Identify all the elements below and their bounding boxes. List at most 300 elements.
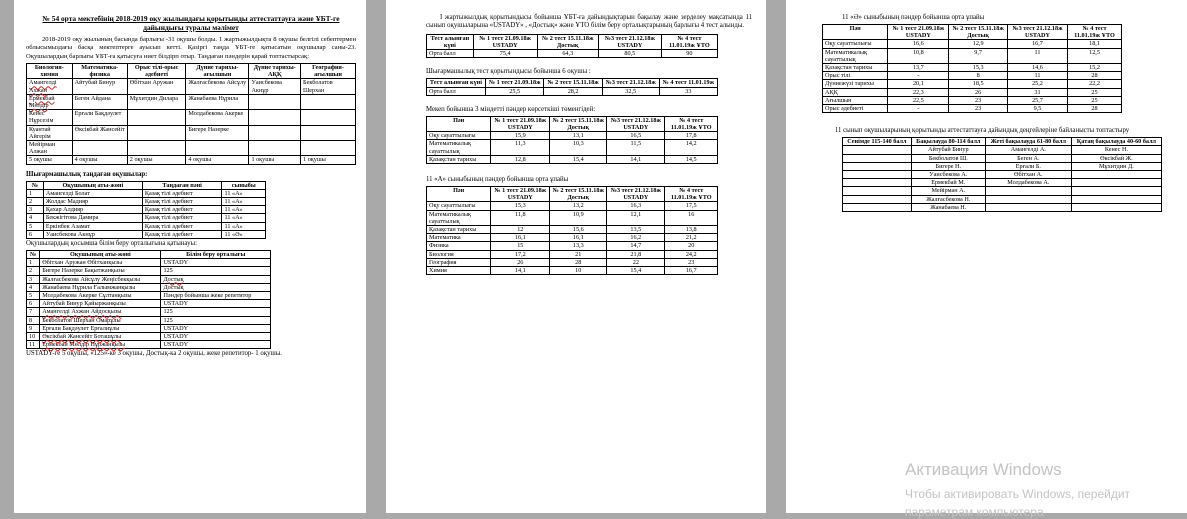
- table-cell: 9,7: [949, 48, 1008, 63]
- table-cell: [843, 146, 912, 154]
- table-cell: 12: [491, 226, 550, 234]
- column-header: № 1 тест 21.09.18ж USTADY: [888, 25, 949, 40]
- table-cell: [249, 110, 301, 125]
- table-row: [27, 300, 271, 308]
- table-cell: USTADY: [161, 332, 271, 340]
- table-cell: [1071, 203, 1161, 211]
- table-cell: 11 «А»: [222, 214, 266, 222]
- table-cell: Бекжігітова Дамира: [43, 214, 142, 222]
- column-header: Пән: [427, 116, 491, 131]
- column-header: № 1 тест 21.09.18ж USTADY: [491, 187, 550, 202]
- table-row: [27, 222, 266, 230]
- table-cell: [843, 154, 912, 162]
- table-cell: 26: [491, 258, 550, 266]
- table-cell: 32,5: [602, 87, 659, 95]
- class-e-table: [822, 24, 1122, 113]
- table-row: [823, 72, 1122, 80]
- compulsory-heading: Мекеп бойынша 3 міндетті пәндер көрсеткіші төменгідей:: [426, 105, 596, 113]
- table-cell: 25: [1068, 96, 1122, 104]
- table-cell: Биология: [427, 250, 491, 258]
- table-cell: 15,9: [491, 132, 550, 140]
- column-header: Тест алынған күні: [427, 34, 474, 49]
- table-cell: Кенес Н.: [1071, 146, 1161, 154]
- column-header: № 1 тест 21.09.18ж USTADY: [491, 116, 550, 131]
- table-row: [823, 64, 1122, 72]
- table-cell: 7: [27, 308, 40, 316]
- table-row: [823, 40, 1122, 48]
- column-header: Орыс тілі-орыс әдебиеті: [127, 63, 186, 78]
- table-cell: 11: [1007, 72, 1067, 80]
- table-cell: 15: [491, 242, 550, 250]
- table-cell: 2: [27, 197, 44, 205]
- table-cell: 80,5: [598, 50, 661, 58]
- column-header: Биология-химия: [27, 63, 73, 78]
- column-header: № 2 тест 15.11.18ж: [544, 79, 602, 87]
- table-row: [27, 316, 271, 324]
- table-cell: Беген А.: [985, 154, 1071, 162]
- creative-tests-table: [426, 78, 718, 95]
- column-header: № 2 тест 15.11.18ж Достық: [949, 25, 1008, 40]
- table-cell: Бигерe Н.: [911, 162, 985, 170]
- table-row: [823, 105, 1122, 113]
- column-header: Дүние тарихы-АҚҚ: [249, 63, 301, 78]
- table-cell: 15,4: [607, 267, 665, 275]
- readiness-levels-table: [842, 137, 1162, 212]
- class-a-heading: 11 «А» сыныбының пәндер бойынша орта ұпайы: [426, 176, 569, 184]
- table-cell: 13,3: [550, 242, 607, 250]
- extra-heading: Оқушылардың қосымша білім беру орталығына қатынауы:: [26, 239, 197, 247]
- table-cell: 10,3: [550, 140, 607, 155]
- table-cell: Бекболатов Шерхан: [301, 79, 356, 94]
- table-cell: Қазақ тілі әдебиет: [142, 230, 222, 238]
- table-cell: Жалғасбекова Айсұлу: [186, 79, 249, 94]
- table-cell: Пәндер бойынша жеке репетитор: [161, 291, 271, 299]
- column-header: №: [27, 250, 40, 258]
- table-cell: [301, 110, 356, 125]
- table-cell: Мейірман Алжан: [27, 140, 73, 155]
- table-cell: 12,9: [949, 40, 1008, 48]
- table-row: [823, 88, 1122, 96]
- table-cell: Өбітхан Аружан: [127, 79, 186, 94]
- table-cell: Математикалық сауаттылық: [427, 210, 491, 225]
- table-cell: Мейірман А.: [911, 187, 985, 195]
- table-cell: 13,7: [888, 64, 949, 72]
- table-cell: 9: [27, 324, 40, 332]
- table-row: [427, 140, 718, 155]
- table-cell: 14,6: [1007, 64, 1067, 72]
- table-cell: Жанабаева Н.: [911, 203, 985, 211]
- table-cell: [1071, 179, 1161, 187]
- table-cell: 15,3: [949, 64, 1008, 72]
- table-row: [27, 189, 266, 197]
- table-cell: Қазақ тілі әдебиет: [142, 222, 222, 230]
- table-cell: USTADY: [161, 259, 271, 267]
- table-cell: 64,3: [537, 50, 598, 58]
- table-cell: Уаисбекова А.: [911, 171, 985, 179]
- table-cell: Айтубай Бинур: [72, 79, 127, 94]
- table-cell: 10,9: [550, 210, 607, 225]
- column-header: №: [27, 181, 44, 189]
- table-cell: 3: [27, 206, 44, 214]
- table-cell: 28: [1068, 72, 1122, 80]
- table-cell: Қазақ тілі әдебиет: [142, 197, 222, 205]
- table-cell: 23: [949, 96, 1008, 104]
- table-cell: [843, 187, 912, 195]
- column-header: № 2 тест 15.11.18ж Достық: [537, 34, 598, 49]
- table-cell: 10,8: [888, 48, 949, 63]
- table-row: [27, 308, 271, 316]
- column-header: № 4 тест 11.01.19ж ҰТО: [665, 116, 718, 131]
- table-cell: Достық: [161, 275, 271, 283]
- column-header: № 4 тест 11.01.19ж ҰТО: [665, 187, 718, 202]
- table-cell: Жалғасбекова Айсұлу Жеңісбекқызы: [40, 275, 161, 283]
- table-row: [27, 291, 271, 299]
- table-cell: 25,2: [1007, 80, 1067, 88]
- column-header: № 4 тест 11.01.19ж ҰТО: [1068, 25, 1122, 40]
- table-cell: 9,5: [1007, 105, 1067, 113]
- column-header: № 2 тест 15.11.18ж Достық: [550, 187, 607, 202]
- table-cell: 21: [550, 250, 607, 258]
- table-cell: Ерғали Бақдәулет Ерғалиұлы: [40, 324, 161, 332]
- table-cell: Айтубай Бинур Қайыржанқызы: [40, 300, 161, 308]
- levels-heading: 11 сынып оқушыларының қорытынды аттестаттауға дайындық деңгейлеріне байланысты топтастыру: [834, 127, 1130, 135]
- table-cell: [72, 140, 127, 155]
- table-cell: [843, 203, 912, 211]
- table-cell: Ерғали Бақдәулет: [72, 110, 127, 125]
- table-cell: [985, 187, 1071, 195]
- table-cell: 5: [27, 291, 40, 299]
- column-header: Математика-физика: [72, 63, 127, 78]
- table-cell: Қазақстан тарихы: [427, 226, 491, 234]
- table-cell: Куантай Айгерім: [27, 125, 73, 140]
- table-cell: 25: [1068, 88, 1122, 96]
- table-cell: 75,4: [473, 50, 537, 58]
- column-header: Дүние тарихы-ағылшын: [186, 63, 249, 78]
- table-row: [27, 94, 356, 109]
- table-cell: Қазақ тілі әдебиет: [142, 214, 222, 222]
- table-row: [27, 79, 356, 94]
- table-cell: Амангелді Ахжан Айдосқызы: [40, 308, 161, 316]
- table-cell: 11 «А»: [222, 206, 266, 214]
- table-cell: 14,2: [665, 140, 718, 155]
- table-cell: Ағылшын: [823, 96, 888, 104]
- table-row: [823, 48, 1122, 63]
- table-cell: 23: [949, 105, 1008, 113]
- table-cell: 125: [161, 316, 271, 324]
- page-title: № 54 орта мектебінің 2018-2019 оқу жылындағы қорытынды аттестаттауға және ҰБТ-ге дайындығы туралы мәлімет: [42, 14, 340, 32]
- table-cell: 6: [27, 230, 44, 238]
- table-row: [427, 226, 718, 234]
- table-cell: 11 «Ә»: [222, 230, 266, 238]
- document-page-2: [386, 0, 766, 513]
- table-cell: [843, 179, 912, 187]
- table-cell: USTADY: [161, 324, 271, 332]
- table-cell: 15,3: [491, 202, 550, 210]
- table-cell: 11,3: [491, 140, 550, 155]
- column-header: № 1 тест 21.09.18ж USTADY: [473, 34, 537, 49]
- table-cell: 5: [27, 222, 44, 230]
- column-header: Білім беру орталығы: [161, 250, 271, 258]
- table-cell: 20: [665, 242, 718, 250]
- column-header: География-ағылшын: [301, 63, 356, 78]
- table-cell: [1071, 195, 1161, 203]
- table-cell: Ермекбай Мөлдір Нұржанқызы: [40, 341, 161, 349]
- table-row: [427, 234, 718, 242]
- table-cell: 16,7: [665, 267, 718, 275]
- table-row: [27, 206, 266, 214]
- table-cell: 21,8: [607, 250, 665, 258]
- table-cell: 125: [161, 308, 271, 316]
- table-cell: Ерғали Б.: [985, 162, 1071, 170]
- table-cell: Молдабекова Акерке: [186, 110, 249, 125]
- table-row: [823, 96, 1122, 104]
- intro-paragraph: 2018-2019 оқу жылының басында барлығы -31 оқушы болды. 1 жартыжылдықта 8 оқушы белгілі себептермен облысымыздағы басқа мектептерге ауысып кетті. Қазіргі таңда ҰБТ-ге қатысатын оқушылар саны-23. Оқушылардың барлығы ҰБТ-ға қатысуға ниет білдірп отыр. Таңдаған пәндерін қарай топтастырсақ:: [26, 36, 356, 60]
- table-row: [427, 210, 718, 225]
- compulsory-subjects-table: [426, 116, 718, 164]
- table-cell: Қазақ тілі әдебиет: [142, 189, 222, 197]
- table-cell: [249, 125, 301, 140]
- table-cell: [301, 94, 356, 109]
- table-cell: 11 «А»: [222, 222, 266, 230]
- table-cell: Орта балл: [427, 87, 486, 95]
- table-cell: [186, 140, 249, 155]
- table-cell: Оқу сауаттылығы: [427, 132, 491, 140]
- table-row: [27, 125, 356, 140]
- table-row: [27, 156, 356, 164]
- table-cell: 4 оқушы: [186, 156, 249, 164]
- table-cell: 11,5: [607, 140, 665, 155]
- table-cell: 25,7: [1007, 96, 1067, 104]
- table-cell: Мұхитдин Дилара: [127, 94, 186, 109]
- table-row: [27, 267, 271, 275]
- column-header: сыныбы: [222, 181, 266, 189]
- table-cell: [843, 162, 912, 170]
- table-cell: 13,8: [665, 226, 718, 234]
- table-cell: -: [888, 72, 949, 80]
- column-header: Пән: [823, 25, 888, 40]
- subjects-table: [26, 63, 356, 165]
- table-cell: Амангелді Ахжан: [27, 79, 73, 94]
- windows-activation-text: Чтобы активировать Windows, перейдит: [905, 487, 1131, 501]
- table-cell: Кенес Нұрсезім: [27, 110, 73, 125]
- table-cell: АҚҚ: [823, 88, 888, 96]
- table-cell: Қазақ тілі әдебиет: [142, 206, 222, 214]
- table-cell: Бигерe Назерке Бақытжанқызы: [40, 267, 161, 275]
- table-row: [27, 341, 271, 349]
- class-a-table: [426, 186, 718, 275]
- table-cell: 125: [161, 267, 271, 275]
- column-header: № 4 тест 11.01.19ж ҰТО: [661, 34, 717, 49]
- table-cell: Бекболатов Ш.: [911, 154, 985, 162]
- table-cell: 11 «А»: [222, 197, 266, 205]
- table-cell: -: [888, 105, 949, 113]
- table-cell: [1071, 171, 1161, 179]
- table-cell: Қазақстан тарихы: [427, 155, 491, 163]
- table-cell: [1071, 187, 1161, 195]
- table-cell: Бекболатов Шерхан Омарұлы: [40, 316, 161, 324]
- table-cell: Уаисбекова Акнұр: [43, 230, 142, 238]
- table-cell: Ермекбай Мөлдір: [27, 94, 73, 109]
- table-cell: Қахар Алдияр: [43, 206, 142, 214]
- table-cell: 1 оқушы: [249, 156, 301, 164]
- table-cell: 28,2: [544, 87, 602, 95]
- table-cell: 12,1: [607, 210, 665, 225]
- table-cell: [301, 140, 356, 155]
- table-cell: 22,2: [1068, 80, 1122, 88]
- table-cell: Жолдас Мадияр: [43, 197, 142, 205]
- table-cell: [127, 140, 186, 155]
- table-cell: 4: [27, 214, 44, 222]
- table-cell: Өксікбай Жансейіт Боташұлы: [40, 332, 161, 340]
- table-cell: Уаисбекова Акнұр: [249, 79, 301, 94]
- table-cell: Жанабаева Нұрила: [186, 94, 249, 109]
- column-header: Бақылауда 80-114 балл: [911, 138, 985, 146]
- column-header: № 4 тест 11.01.19ж: [659, 79, 717, 87]
- table-cell: 16,5: [607, 132, 665, 140]
- table-cell: 16: [665, 210, 718, 225]
- column-header: Сенімде 115-140 балл: [843, 138, 912, 146]
- column-header: Қатаң бақылауда 40-60 балл: [1071, 138, 1161, 146]
- table-cell: 33: [659, 87, 717, 95]
- table-cell: [843, 195, 912, 203]
- table-cell: 8: [949, 72, 1008, 80]
- table-cell: 16,1: [550, 234, 607, 242]
- column-header: № 1 тест 21.09.18ж: [485, 79, 544, 87]
- table-row: [427, 202, 718, 210]
- table-cell: Дүниежүзі тарихы: [823, 80, 888, 88]
- table-row: [427, 258, 718, 266]
- table-cell: [249, 140, 301, 155]
- table-row: [27, 197, 266, 205]
- table-cell: Достық: [161, 283, 271, 291]
- table-cell: Бигерe Назерке: [186, 125, 249, 140]
- table-cell: 26: [949, 88, 1008, 96]
- table-cell: 11,8: [491, 210, 550, 225]
- table-cell: 11 «А»: [222, 189, 266, 197]
- table-cell: 22,5: [888, 96, 949, 104]
- column-header: №3 тест 21.12.18ж: [602, 79, 659, 87]
- table-row: [427, 242, 718, 250]
- table-cell: Амангелді Болат: [43, 189, 142, 197]
- table-row: [843, 203, 1162, 211]
- table-row: [27, 230, 266, 238]
- table-cell: 11: [27, 341, 40, 349]
- column-header: №3 тест 21.12.18ж USTADY: [1007, 25, 1067, 40]
- table-cell: 8: [27, 316, 40, 324]
- class-e-heading: 11 «Ә» сыныбының пәндер бойынша орта ұпайы: [842, 14, 985, 21]
- table-row: [843, 187, 1162, 195]
- document-page-1: [14, 0, 366, 513]
- table-cell: 14,5: [665, 155, 718, 163]
- page2-intro: І жартыжылдық қорытындысы бойынша ҰБТ-ға дайындықтарын бақылау және зерделеу мақсатында 11 сынып оқушыларына «USTADY» , «Достық» және ҰТО білім беру орталықтарының барлығы 4 тест алынды.: [426, 14, 752, 30]
- table-row: [427, 50, 718, 58]
- table-cell: 4 оқушы: [72, 156, 127, 164]
- table-cell: 14,1: [491, 267, 550, 275]
- tests-average-table: [426, 34, 718, 59]
- column-header: №3 тест 21.12.18ж USTADY: [598, 34, 661, 49]
- table-cell: 15,6: [550, 226, 607, 234]
- column-header: Оқушының аты-жөні: [40, 250, 161, 258]
- table-cell: 28: [1068, 105, 1122, 113]
- column-header: Тест алынған күні: [427, 79, 486, 87]
- elective-table: [26, 181, 266, 239]
- table-cell: Мұхитдин Д.: [1071, 162, 1161, 170]
- table-cell: 16,2: [607, 234, 665, 242]
- table-cell: 12,5: [1068, 48, 1122, 63]
- table-cell: 22: [607, 258, 665, 266]
- table-row: [843, 162, 1162, 170]
- table-cell: Беген Айдана: [72, 94, 127, 109]
- table-cell: 14,1: [607, 155, 665, 163]
- table-cell: 11: [1007, 48, 1067, 63]
- table-cell: Молдабекова А.: [985, 179, 1071, 187]
- table-row: [27, 275, 271, 283]
- table-cell: 1 оқушы: [301, 156, 356, 164]
- table-cell: Математикалық сауаттылық: [823, 48, 888, 63]
- table-cell: Өбітхан А.: [985, 171, 1071, 179]
- table-cell: 13,1: [550, 132, 607, 140]
- table-cell: 24,2: [665, 250, 718, 258]
- table-cell: Оқу сауаттылығы: [427, 202, 491, 210]
- table-row: [27, 214, 266, 222]
- table-cell: [127, 125, 186, 140]
- table-cell: 25,5: [485, 87, 544, 95]
- table-cell: Жалғасбекова Н.: [911, 195, 985, 203]
- extra-centers-table: [26, 250, 271, 349]
- table-cell: Математикалық сауаттылық: [427, 140, 491, 155]
- column-header: Оқушының аты-жөні: [43, 181, 142, 189]
- table-row: [427, 155, 718, 163]
- table-cell: Химия: [427, 267, 491, 275]
- table-row: [27, 259, 271, 267]
- document-page-3: [786, 0, 1187, 513]
- table-cell: 16,6: [888, 40, 949, 48]
- table-row: [427, 132, 718, 140]
- table-cell: Өксікбай Жансейіт: [72, 125, 127, 140]
- table-cell: 13,2: [550, 202, 607, 210]
- table-cell: 31: [1007, 88, 1067, 96]
- table-cell: 15,4: [550, 155, 607, 163]
- table-cell: 17,8: [665, 132, 718, 140]
- table-cell: 5 оқушы: [27, 156, 73, 164]
- table-cell: 4: [27, 283, 40, 291]
- table-cell: Қазақстан тарихы: [823, 64, 888, 72]
- table-cell: 2: [27, 267, 40, 275]
- windows-activation-title: Активация Windows: [905, 460, 1062, 479]
- table-row: [823, 80, 1122, 88]
- table-cell: 12,8: [491, 155, 550, 163]
- table-cell: 16,3: [607, 202, 665, 210]
- table-cell: USTADY: [161, 300, 271, 308]
- table-cell: 6: [27, 300, 40, 308]
- table-cell: [301, 125, 356, 140]
- table-cell: 1: [27, 189, 44, 197]
- column-header: Таңдаған пәні: [142, 181, 222, 189]
- table-row: [427, 267, 718, 275]
- table-cell: Айтубай Бинур: [911, 146, 985, 154]
- table-row: [843, 195, 1162, 203]
- table-cell: 21,2: [665, 234, 718, 242]
- column-header: Пән: [427, 187, 491, 202]
- table-cell: Математика: [427, 234, 491, 242]
- table-row: [27, 324, 271, 332]
- creative-heading: Шығармашылық тест қорытындысы бойынша 6 оқушы :: [426, 68, 591, 76]
- table-cell: 10: [27, 332, 40, 340]
- table-cell: 16,7: [1007, 40, 1067, 48]
- table-cell: [127, 110, 186, 125]
- table-row: [843, 146, 1162, 154]
- table-cell: 1: [27, 259, 40, 267]
